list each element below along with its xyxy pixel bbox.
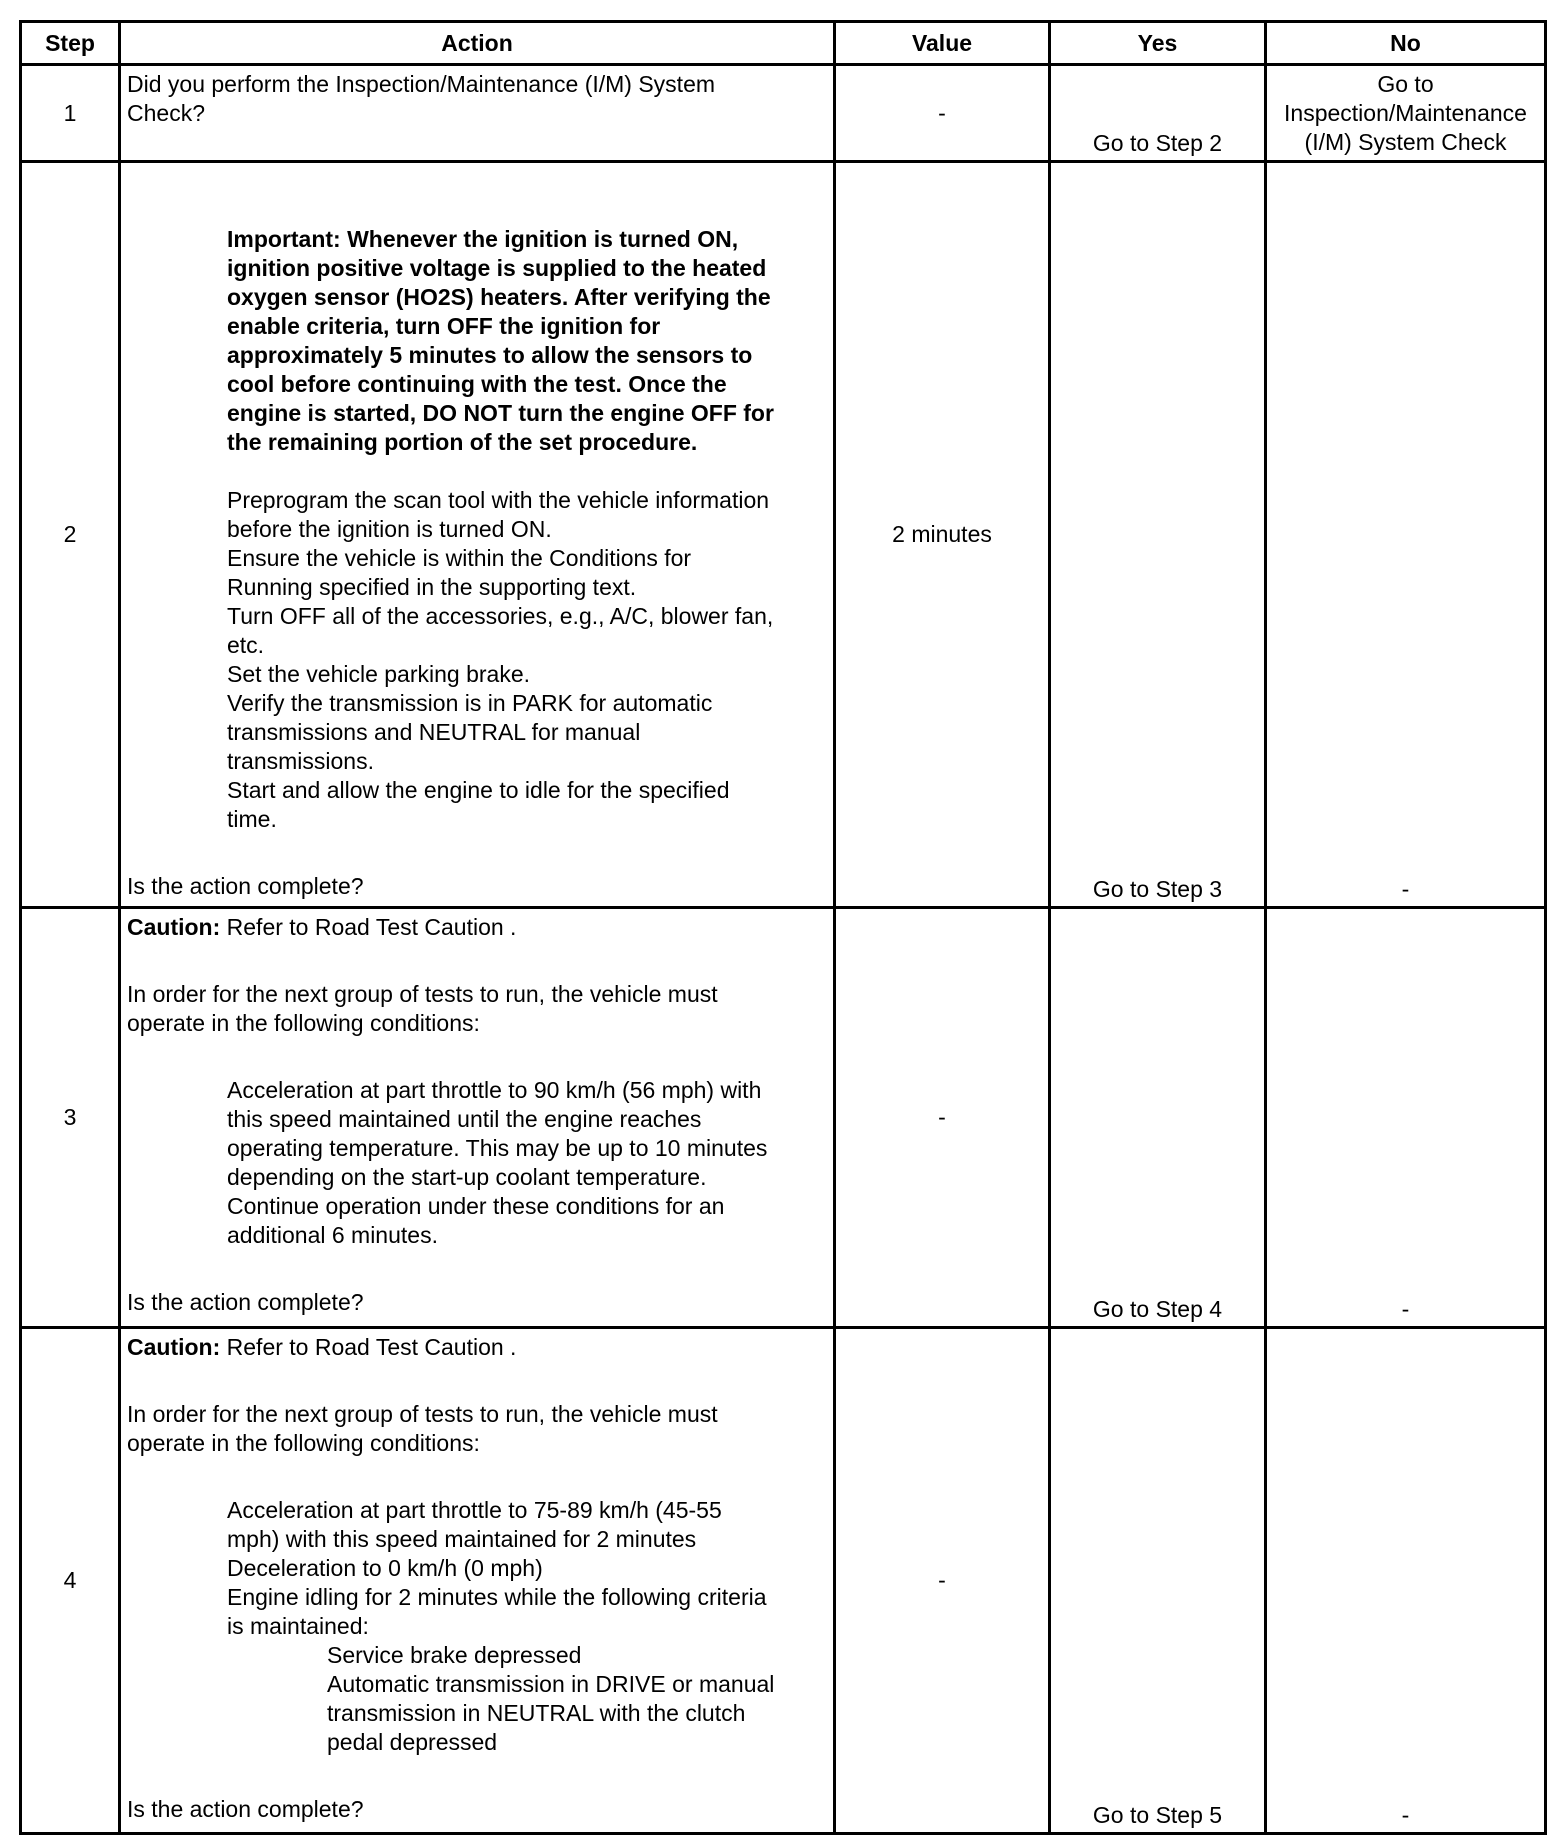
- table-row-step-4: [21, 1328, 1546, 1834]
- subcondition-line: pedal depressed: [327, 1729, 498, 1755]
- no-cell: -: [1266, 908, 1546, 1328]
- action-text: Check?: [127, 100, 205, 126]
- no-cell: -: [1266, 162, 1546, 908]
- important-line: cool before continuing with the test. Once the: [227, 371, 727, 397]
- condition-line: Continue operation under these conditions for an: [227, 1193, 725, 1219]
- subcondition-line: Automatic transmission in DRIVE or manual: [327, 1671, 775, 1697]
- header-no: No: [1266, 22, 1546, 65]
- condition-line: Deceleration to 0 km/h (0 mph): [227, 1555, 543, 1581]
- important-note: [227, 225, 827, 457]
- important-line: ignition positive voltage is supplied to the heated: [227, 255, 767, 281]
- caution-line: [127, 1333, 827, 1362]
- no-cell: [1266, 65, 1546, 162]
- procedure-line: Start and allow the engine to idle for the specified: [227, 777, 730, 803]
- important-line: engine is started, DO NOT turn the engine OFF for: [227, 400, 774, 426]
- no-text: Go to: [1377, 71, 1434, 97]
- value-cell: -: [835, 1328, 1050, 1834]
- action-cell: [120, 1328, 835, 1834]
- action-question: Is the action complete?: [127, 1796, 364, 1822]
- procedure-line: Running specified in the supporting text.: [227, 574, 637, 600]
- step-number: 1: [21, 65, 120, 162]
- important-line: the remaining portion of the set procedure.: [227, 429, 698, 455]
- action-question: Is the action complete?: [127, 1289, 364, 1315]
- condition-line: Acceleration at part throttle to 90 km/h (56 mph) with: [227, 1077, 762, 1103]
- caution-text: Refer to Road Test Caution .: [220, 914, 517, 940]
- subconditions-list: [327, 1641, 827, 1757]
- caution-label: Caution:: [127, 914, 221, 940]
- yes-cell: Go to Step 4: [1050, 908, 1266, 1328]
- procedure-line: Turn OFF all of the accessories, e.g., A/C, blower fan,: [227, 603, 774, 629]
- procedure-steps: [227, 486, 827, 834]
- intro-line: In order for the next group of tests to run, the vehicle must: [127, 1401, 718, 1427]
- condition-line: depending on the start-up coolant temperature.: [227, 1164, 707, 1190]
- caution-line: [127, 913, 827, 942]
- table-row-step-3: [21, 908, 1546, 1328]
- procedure-line: Set the vehicle parking brake.: [227, 661, 531, 687]
- header-yes: Yes: [1050, 22, 1266, 65]
- condition-line: is maintained:: [227, 1613, 369, 1639]
- conditions-list: [227, 1496, 827, 1641]
- value-cell: -: [835, 65, 1050, 162]
- condition-line: this speed maintained until the engine reaches: [227, 1106, 702, 1132]
- procedure-line: time.: [227, 806, 277, 832]
- procedure-line: Ensure the vehicle is within the Conditions for: [227, 545, 692, 571]
- no-text: (I/M) System Check: [1304, 129, 1507, 155]
- conditions-list: [227, 1076, 827, 1250]
- header-value: Value: [835, 22, 1050, 65]
- action-cell: [120, 908, 835, 1328]
- yes-cell: Go to Step 5: [1050, 1328, 1266, 1834]
- important-line: approximately 5 minutes to allow the sensors to: [227, 342, 753, 368]
- condition-line: mph) with this speed maintained for 2 minutes: [227, 1526, 697, 1552]
- action-question: Is the action complete?: [127, 873, 364, 899]
- yes-cell: Go to Step 3: [1050, 162, 1266, 908]
- action-text: Did you perform the Inspection/Maintenance (I/M) System: [127, 71, 716, 97]
- procedure-line: Preprogram the scan tool with the vehicle information: [227, 487, 770, 513]
- step-number: 3: [21, 908, 120, 1328]
- subcondition-line: Service brake depressed: [327, 1642, 582, 1668]
- header-action: Action: [120, 22, 835, 65]
- value-cell: -: [835, 908, 1050, 1328]
- procedure-line: transmissions.: [227, 748, 374, 774]
- important-line: enable criteria, turn OFF the ignition for: [227, 313, 661, 339]
- no-cell: -: [1266, 1328, 1546, 1834]
- table-row-step-2: [21, 162, 1546, 908]
- yes-cell: Go to Step 2: [1050, 65, 1266, 162]
- procedure-line: before the ignition is turned ON.: [227, 516, 552, 542]
- step-number: 4: [21, 1328, 120, 1834]
- caution-text: Refer to Road Test Caution .: [220, 1334, 517, 1360]
- table-header-row: [21, 22, 1546, 65]
- procedure-line: Verify the transmission is in PARK for automatic: [227, 690, 713, 716]
- table-row-step-1: [21, 65, 1546, 162]
- step-number: 2: [21, 162, 120, 908]
- procedure-line: transmissions and NEUTRAL for manual: [227, 719, 641, 745]
- no-text: Inspection/Maintenance: [1284, 100, 1527, 126]
- intro-line: operate in the following conditions:: [127, 1010, 480, 1036]
- diagnostic-table-sheet: [19, 20, 1547, 1834]
- header-step: Step: [21, 22, 120, 65]
- condition-line: Acceleration at part throttle to 75-89 km/h (45-55: [227, 1497, 722, 1523]
- condition-line: operating temperature. This may be up to 10 minutes: [227, 1135, 768, 1161]
- value-cell: 2 minutes: [835, 162, 1050, 908]
- important-line: Important: Whenever the ignition is turned ON,: [227, 226, 739, 252]
- condition-line: Engine idling for 2 minutes while the following criteria: [227, 1584, 767, 1610]
- subcondition-line: transmission in NEUTRAL with the clutch: [327, 1700, 746, 1726]
- intro-line: In order for the next group of tests to run, the vehicle must: [127, 981, 718, 1007]
- intro-line: operate in the following conditions:: [127, 1430, 480, 1456]
- action-cell: [120, 65, 835, 162]
- caution-label: Caution:: [127, 1334, 221, 1360]
- diagnostic-table: [19, 20, 1547, 1835]
- procedure-line: etc.: [227, 632, 265, 658]
- action-cell: [120, 162, 835, 908]
- condition-line: additional 6 minutes.: [227, 1222, 438, 1248]
- important-line: oxygen sensor (HO2S) heaters. After verifying the: [227, 284, 771, 310]
